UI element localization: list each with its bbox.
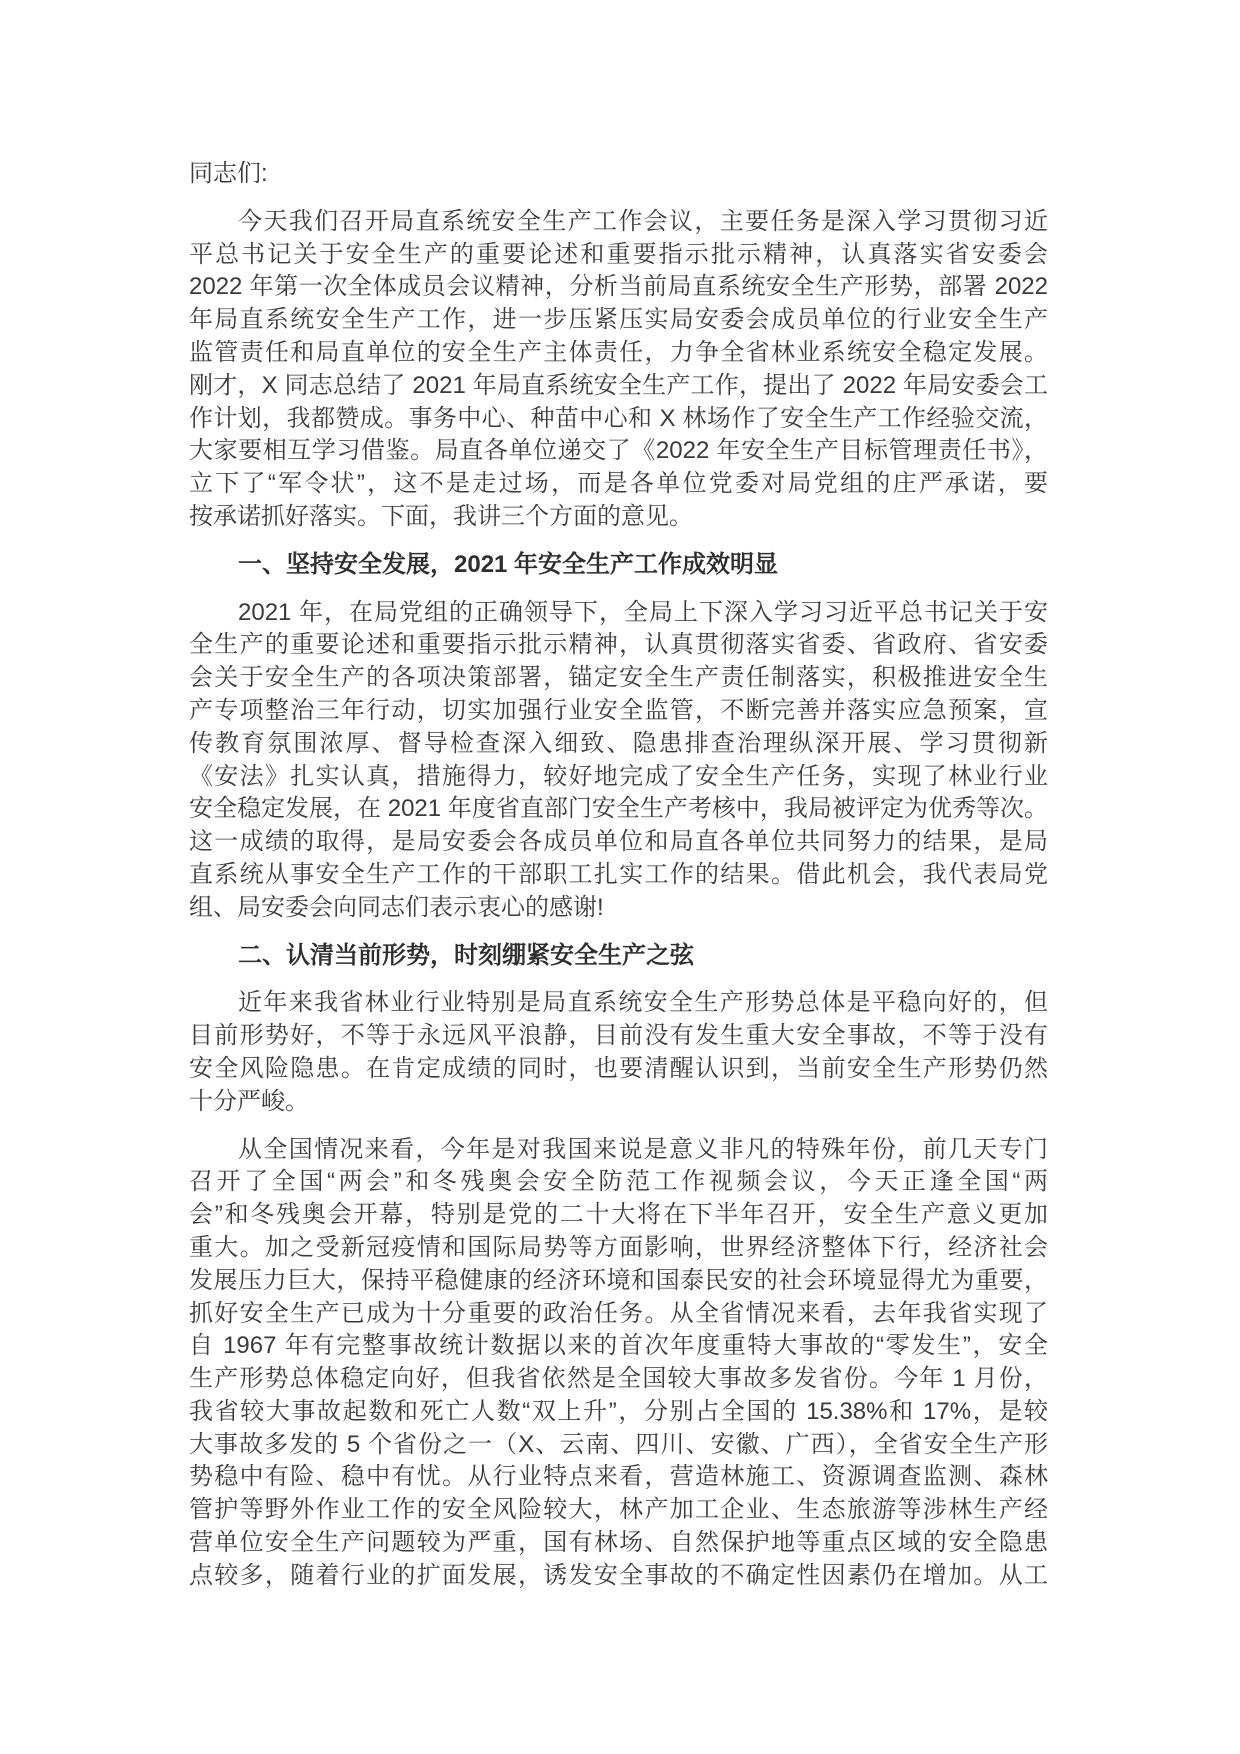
text-line: 管护等野外作业工作的安全风险较大，林产加工企业、生态旅游等涉林生产经: [189, 1496, 1048, 1524]
text-line: 二、认清当前形势，时刻绷紧安全生产之弦: [238, 941, 694, 969]
text-line: 会”和冬残奥会开幕，特别是党的二十大将在下半年召开，安全生产意义更加: [189, 1201, 1048, 1229]
text-line: 重大。加之受新冠疫情和国际局势等方面影响，世界经济整体下行，经济社会: [189, 1233, 1048, 1261]
text-line: 今天我们召开局直系统安全生产工作会议，主要任务是深入学习贯彻习近: [238, 207, 1048, 235]
text-line: 全生产的重要论述和重要指示批示精神，认真贯彻落实省委、省政府、省安委: [189, 631, 1048, 659]
body-paragraph: [189, 987, 1048, 1118]
body-paragraph: [189, 1134, 1048, 1593]
text-line: 刚才，X 同志总结了 2021 年局直系统安全生产工作，提出了 2022 年局安委会工: [189, 371, 1048, 399]
text-line: 十分严峻。: [189, 1087, 309, 1115]
text-line: 监管责任和局直单位的安全生产主体责任，力争全省林业系统安全稳定发展。: [189, 338, 1048, 366]
text-line: 自 1967 年有完整事故统计数据以来的首次年度重特大事故的“零发生”，安全: [189, 1332, 1048, 1360]
text-line: 同志们:: [189, 160, 268, 187]
text-line: 我省较大事故起数和死亡人数“双上升”，分别占全国的 15.38%和 17%，是较: [189, 1397, 1048, 1425]
text-line: 安全稳定发展，在 2021 年度省直部门安全生产考核中，我局被评定为优秀等次。: [189, 795, 1048, 823]
salutation: [189, 158, 1048, 191]
text-line: 势稳中有险、稳中有忧。从行业特点来看，营造林施工、资源调查监测、森林: [189, 1463, 1048, 1491]
text-line: 一、坚持安全发展，2021 年安全生产工作成效明显: [238, 550, 779, 578]
text-line: 目前形势好，不等于永远风平浪静，目前没有发生重大安全事故，不等于没有: [189, 1022, 1048, 1050]
text-line: 生产形势总体稳定向好，但我省依然是全国较大事故多发省份。今年 1 月份，: [189, 1365, 1048, 1393]
text-line: 作计划，我都赞成。事务中心、种苗中心和 X 林场作了安全生产工作经验交流，: [189, 404, 1048, 432]
text-line: 点较多，随着行业的扩面发展，诱发安全事故的不确定性因素仍在增加。从工: [189, 1561, 1048, 1589]
text-line: 大家要相互学习借鉴。局直各单位递交了《2022 年安全生产目标管理责任书》，: [189, 437, 1048, 465]
document-body: [189, 158, 1048, 1593]
text-line: 营单位安全生产问题较为严重，国有林场、自然保护地等重点区域的安全隐患: [189, 1529, 1048, 1557]
text-line: 立下了“军令状”，这不是走过场，而是各单位党委对局党组的庄严承诺，要: [189, 470, 1048, 498]
text-line: 近年来我省林业行业特别是局直系统安全生产形势总体是平稳向好的，但: [238, 989, 1048, 1017]
text-line: 从全国情况来看，今年是对我国来说是意义非凡的特殊年份，前几天专门: [238, 1135, 1048, 1163]
text-line: 这一成绩的取得，是局安委会各成员单位和局直各单位共同努力的结果，是局: [189, 828, 1048, 856]
text-line: 安全风险隐患。在肯定成绩的同时，也要清醒认识到，当前安全生产形势仍然: [189, 1054, 1048, 1082]
text-line: 组、局安委会向同志们表示衷心的感谢!: [189, 893, 604, 921]
section-heading: [189, 940, 1048, 973]
body-paragraph: [189, 206, 1048, 534]
text-line: 2021 年，在局党组的正确领导下，全局上下深入学习习近平总书记关于安: [238, 598, 1048, 626]
text-line: 按承诺抓好落实。下面，我讲三个方面的意见。: [189, 502, 693, 530]
text-line: 直系统从事安全生产工作的干部职工扎实工作的结果。借此机会，我代表局党: [189, 860, 1048, 888]
text-line: 2022 年第一次全体成员会议精神，分析当前局直系统安全生产形势，部署 2022: [189, 273, 1048, 301]
text-line: 召开了全国“两会”和冬残奥会安全防范工作视频会议，今天正逢全国“两: [189, 1168, 1048, 1196]
text-line: 传教育氛围浓厚、督导检查深入细致、隐患排查治理纵深开展、学习贯彻新: [189, 729, 1048, 757]
text-line: 平总书记关于安全生产的重要论述和重要指示批示精神，认真落实省安委会: [189, 240, 1048, 268]
body-paragraph: [189, 597, 1048, 925]
text-line: 产专项整治三年行动，切实加强行业安全监管，不断完善并落实应急预案，宣: [189, 696, 1048, 724]
text-line: 发展压力巨大，保持平稳健康的经济环境和国泰民安的社会环境显得尤为重要，: [189, 1266, 1048, 1294]
text-line: 年局直系统安全生产工作，进一步压紧压实局安委会成员单位的行业安全生产: [189, 306, 1048, 334]
text-line: 会关于安全生产的各项决策部署，锚定安全生产责任制落实，积极推进安全生: [189, 664, 1048, 692]
text-line: 《安法》扎实认真，措施得力，较好地完成了安全生产任务，实现了林业行业: [189, 762, 1048, 790]
text-line: 抓好安全生产已成为十分重要的政治任务。从全省情况来看，去年我省实现了: [189, 1299, 1048, 1327]
text-line: 大事故多发的 5 个省份之一（X、云南、四川、安徽、广西），全省安全生产形: [189, 1430, 1048, 1458]
section-heading: [189, 549, 1048, 582]
